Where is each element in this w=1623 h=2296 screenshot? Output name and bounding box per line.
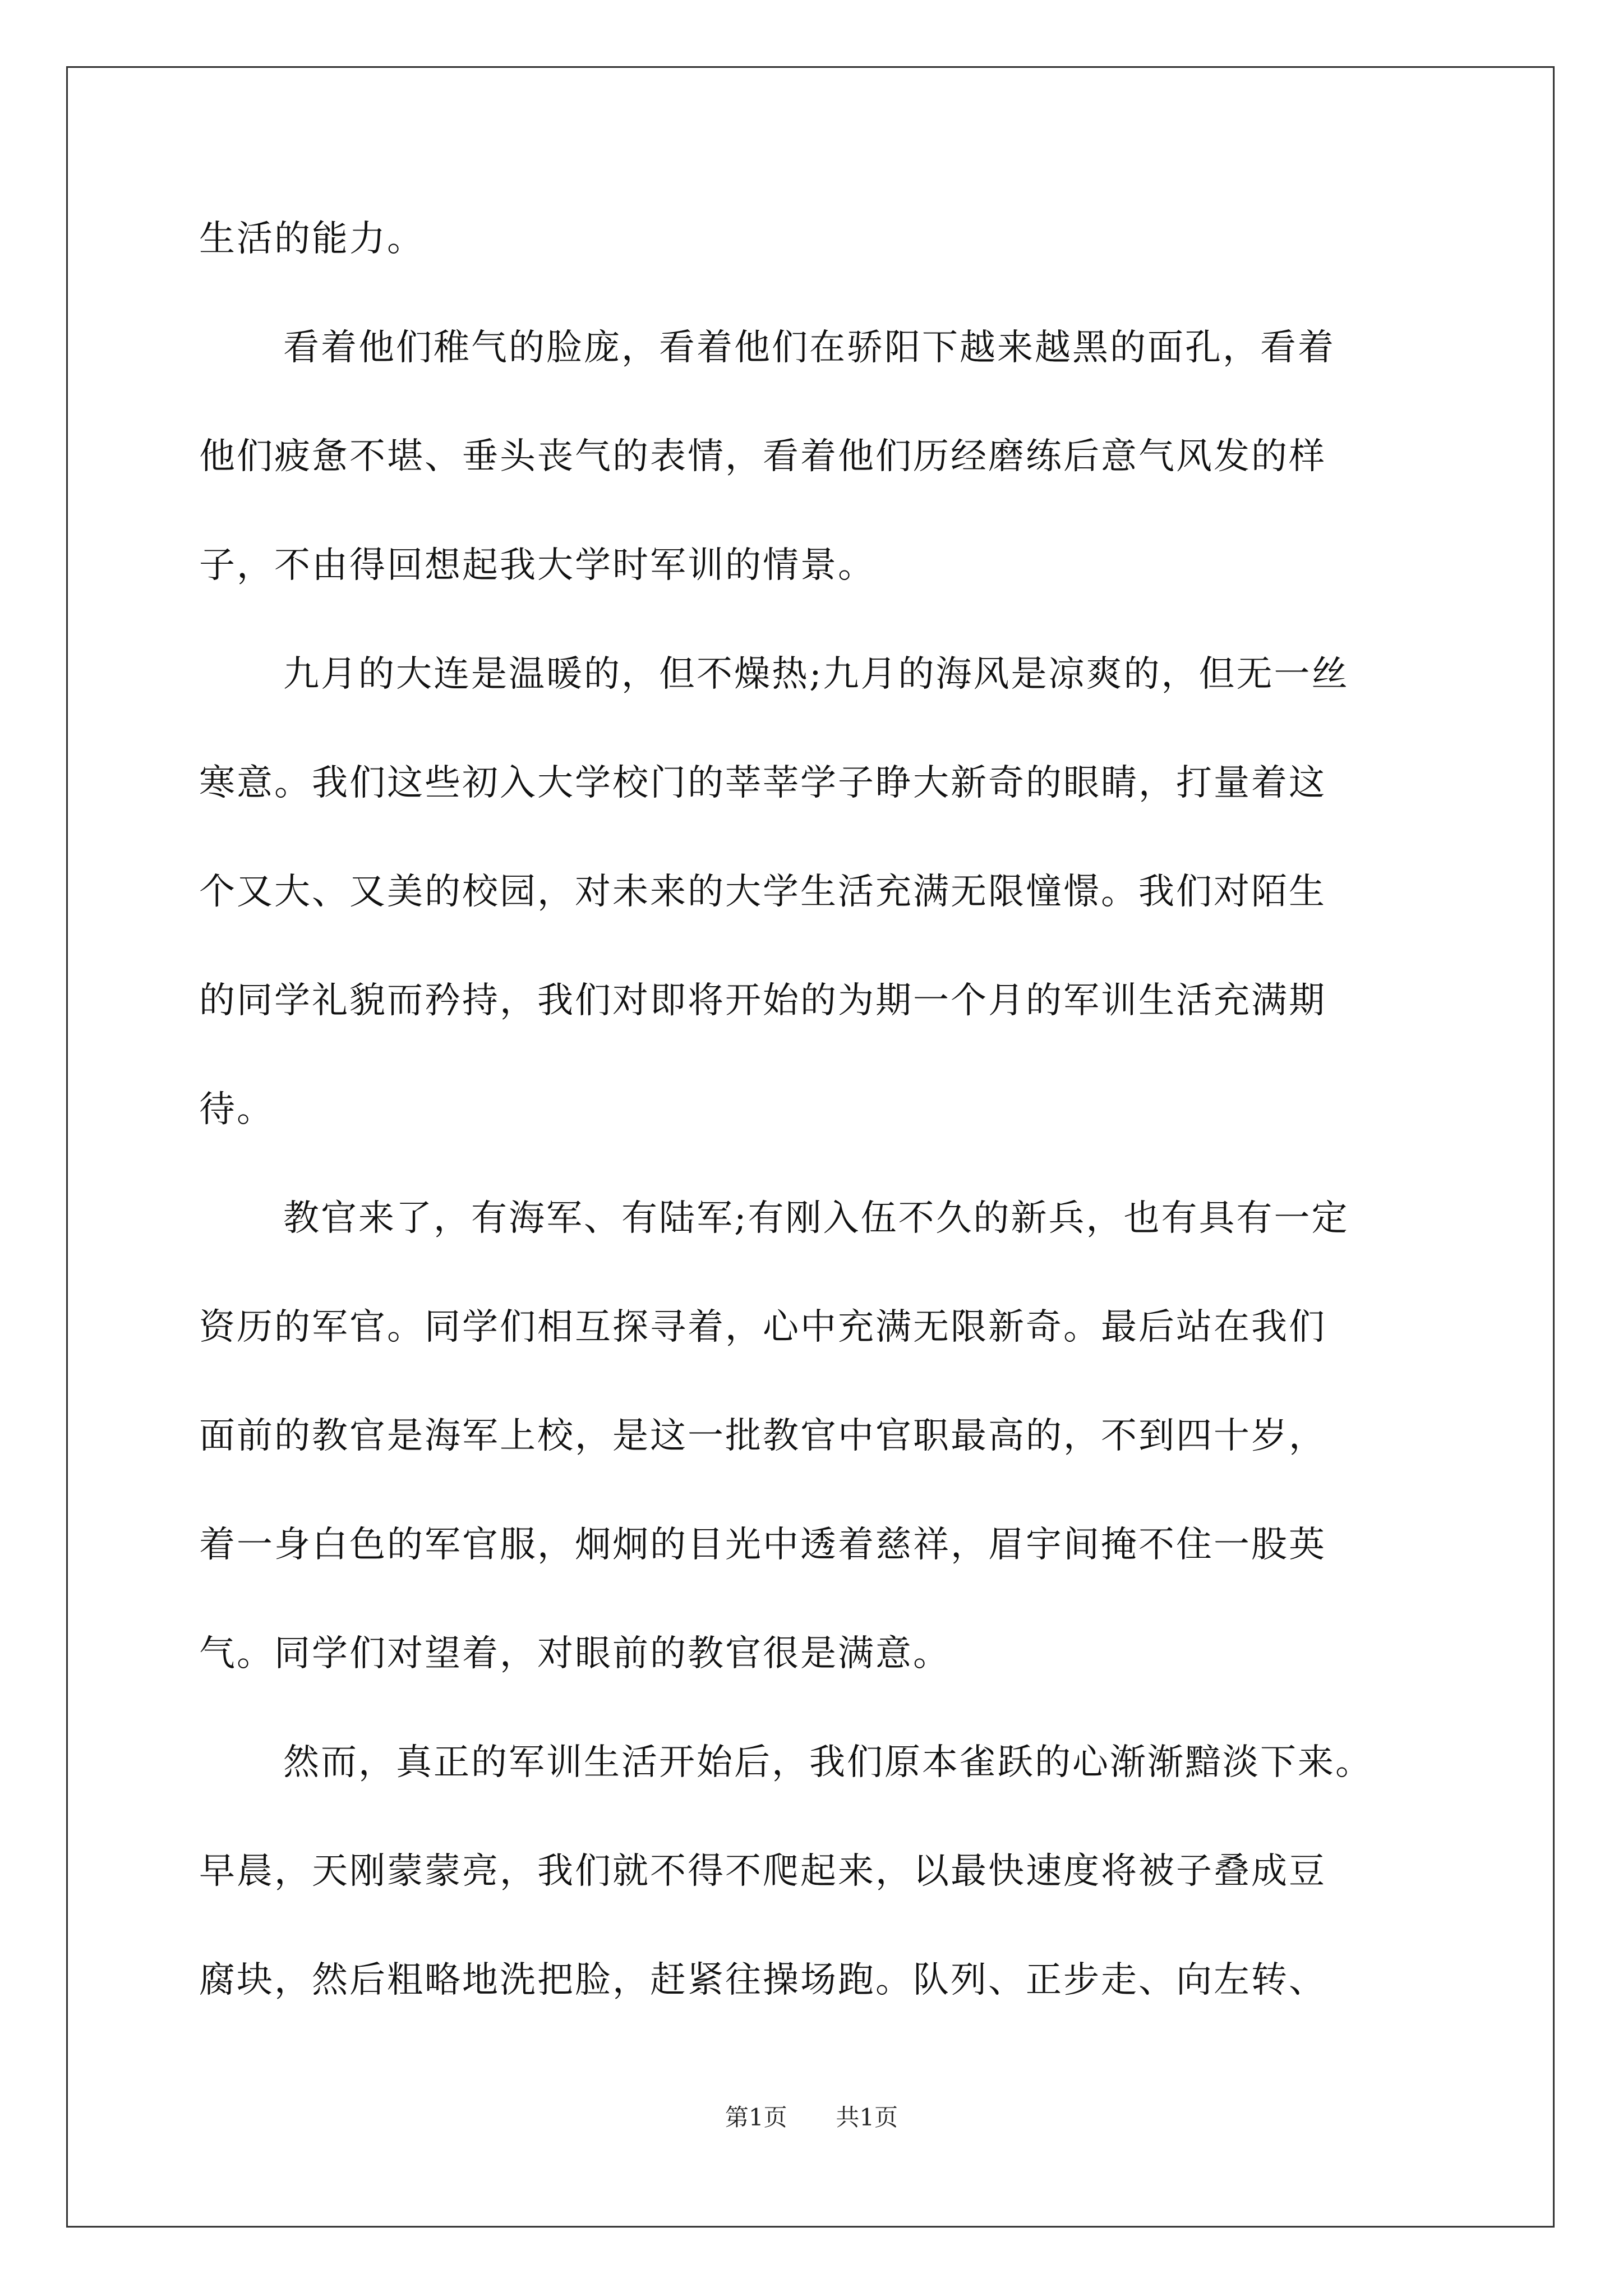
- text-line: 他们疲惫不堪、垂头丧气的表情，看着他们历经磨练后意气风发的样: [199, 436, 1326, 477]
- text-line: 腐块，然后粗略地洗把脸，赶紧往操场跑。队列、正步走、向左转、: [199, 1959, 1326, 2001]
- text-line: 气。同学们对望着，对眼前的教官很是满意。: [199, 1633, 951, 1674]
- text-line: 早晨，天刚蒙蒙亮，我们就不得不爬起来，以最快速度将被子叠成豆: [199, 1851, 1326, 1892]
- page-footer: [0, 2101, 1623, 2134]
- text-line: 寒意。我们这些初入大学校门的莘莘学子睁大新奇的眼睛，打量着这: [199, 762, 1326, 804]
- text-line: 面前的教官是海军上校，是这一批教官中官职最高的，不到四十岁，: [199, 1415, 1326, 1457]
- text-line: 的同学礼貌而矜持，我们对即将开始的为期一个月的军训生活充满期: [199, 980, 1326, 1022]
- text-line: 教官来了，有海军、有陆军;有刚入伍不久的新兵，也有具有一定: [283, 1198, 1349, 1239]
- text-line: 然而，真正的军训生活开始后，我们原本雀跃的心渐渐黯淡下来。: [283, 1742, 1373, 1783]
- text-line: 生活的能力。: [199, 218, 425, 260]
- text-line: 个又大、又美的校园，对未来的大学生活充满无限憧憬。我们对陌生: [199, 871, 1326, 913]
- page-number: 第1页: [725, 2104, 787, 2131]
- text-line: 待。: [199, 1089, 274, 1130]
- page-total: 共1页: [836, 2104, 898, 2131]
- text-line: 九月的大连是温暖的，但不燥热;九月的海风是凉爽的，但无一丝: [283, 654, 1349, 695]
- text-line: 资历的军官。同学们相互探寻着，心中充满无限新奇。最后站在我们: [199, 1306, 1326, 1348]
- text-line: 看着他们稚气的脸庞，看着他们在骄阳下越来越黑的面孔，看着: [283, 327, 1335, 369]
- text-line: 着一身白色的军官服，炯炯的目光中透着慈祥，眉宇间掩不住一股英: [199, 1524, 1326, 1566]
- text-line: 子，不由得回想起我大学时军训的情景。: [199, 545, 875, 586]
- document-body: [199, 213, 1433, 2063]
